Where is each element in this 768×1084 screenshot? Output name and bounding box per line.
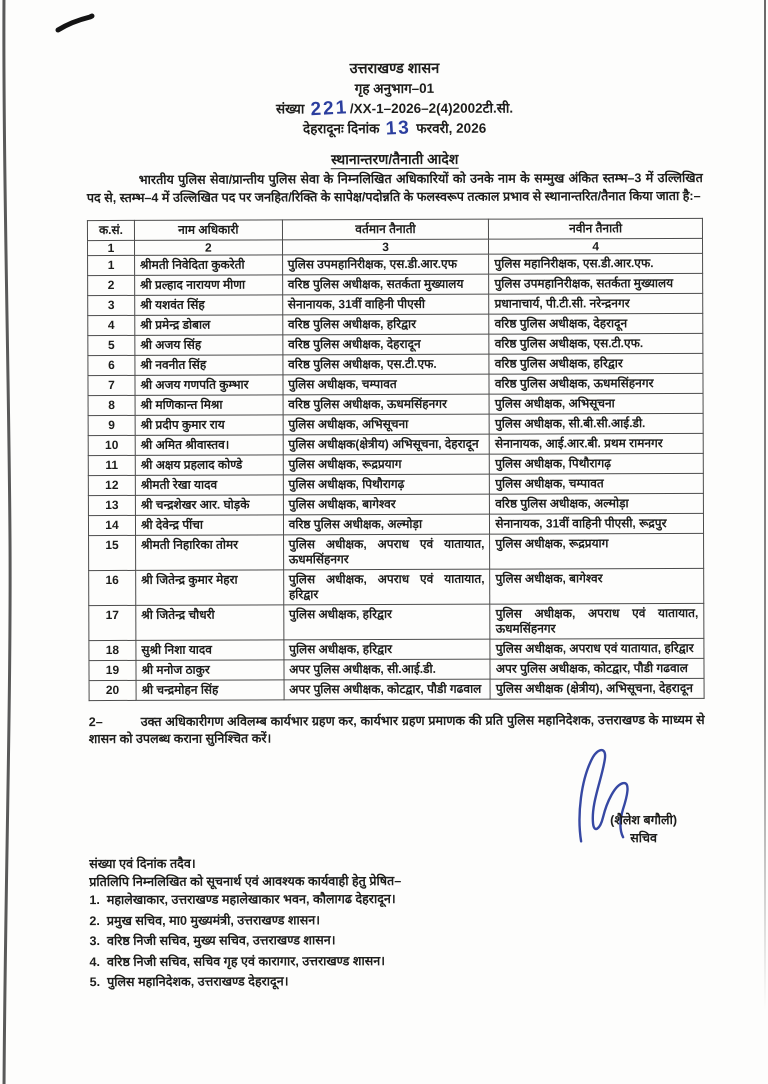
new-posting-cell: पुलिस अधीक्षक, अभिसूचना <box>489 393 703 414</box>
serial-cell: 6 <box>88 355 135 375</box>
table-row <box>89 533 704 570</box>
current-posting-cell: अपर पुलिस अधीक्षक, सी.आई.डी. <box>284 659 491 680</box>
officer-name-cell: श्री अमित श्रीवास्तव। <box>135 434 283 455</box>
list-item-text: प्रमुख सचिव, मा0 मुख्यमंत्री, उत्तराखण्ड शासन। <box>103 912 321 928</box>
current-posting-cell: सेनानायक, 31वीं वाहिनी पीएसी <box>282 294 489 315</box>
table-row <box>88 473 703 495</box>
new-posting-cell: पुलिस अधीक्षक, रूद्रप्रयाग <box>490 533 704 569</box>
new-posting-cell: प्रधानाचार्य, पी.टी.सी. नरेन्द्रनगर <box>489 293 703 314</box>
col-header-new-posting: नवीन तैनाती <box>489 218 703 239</box>
table-row <box>88 353 703 375</box>
current-posting-cell: पुलिस अधीक्षक, अपराध एवं यातायात, ऊधमसिंहनगर <box>283 534 490 570</box>
transfer-table <box>87 218 705 701</box>
officer-name-cell: श्रीमती रेखा यादव <box>135 474 283 495</box>
date-line <box>87 117 703 139</box>
pen-stroke-mark-icon <box>52 8 98 38</box>
table-row <box>89 568 704 605</box>
serial-cell: 15 <box>89 535 136 570</box>
serial-cell: 14 <box>88 515 135 535</box>
serial-cell: 19 <box>89 660 136 680</box>
new-posting-cell: पुलिस अधीक्षक, चम्पावत <box>490 473 704 494</box>
officer-name-cell: श्री मणिकान्त मिश्रा <box>135 394 283 415</box>
officer-name-cell: श्री प्रदीप कुमार राय <box>135 414 283 435</box>
current-posting-cell: वरिष्ठ पुलिस अधीक्षक, हरिद्वार <box>282 314 489 335</box>
officer-name-cell: श्री मनोज ठाकुर <box>136 659 284 680</box>
serial-cell: 2 <box>88 275 135 295</box>
new-posting-cell: वरिष्ठ पुलिस अधीक्षक, हरिद्वार <box>489 353 703 374</box>
list-item-text: वरिष्ठ निजी सचिव, सचिव गृह एवं कारागार, उत्तराखण्ड शासन। <box>103 953 386 969</box>
serial-cell: 12 <box>88 475 135 495</box>
officer-name-cell: श्री प्रल्हाद नारायण मीणा <box>135 274 283 295</box>
copy-distribution-heading: प्रतिलिपि निम्नलिखित को सूचनार्थ एवं आवश्यक कार्यवाही हेतु प्रेषित– <box>89 874 402 890</box>
new-posting-cell: पुलिस अधीक्षक, पिथौरागढ़ <box>490 453 704 474</box>
handwritten-date: 13 <box>384 117 412 140</box>
ref-number-line <box>87 97 703 119</box>
scan-left-edge-line <box>0 0 14 1084</box>
ref-number-prefix: संख्या <box>275 101 305 117</box>
officer-name-cell: श्री जितेन्द्र कुमार मेहरा <box>136 569 284 605</box>
current-posting-cell: पुलिस अधीक्षक, अपराध एवं यातायात, हरिद्वार <box>283 569 490 605</box>
handwritten-ref-number: 221 <box>309 97 349 121</box>
ref-number-suffix: /XX-1–2026–2(4)2002टी.सी. <box>349 100 514 117</box>
order-title: स्थानान्तरण/तैनाती आदेश <box>331 150 459 168</box>
table-row <box>88 273 703 295</box>
column-number: 4 <box>489 238 703 254</box>
officer-name-cell: श्री प्रमेन्द्र डोबाल <box>135 314 283 335</box>
letterhead <box>86 59 702 139</box>
signatory-designation: सचिव <box>630 831 658 846</box>
new-posting-cell: पुलिस उपमहानिरीक्षक, सतर्कता मुख्यालय <box>489 273 703 294</box>
distribution-list-item <box>89 951 705 971</box>
new-posting-cell: वरिष्ठ पुलिस अधीक्षक, एस.टी.एफ. <box>489 333 703 354</box>
new-posting-cell: वरिष्ठ पुलिस अधीक्षक, ऊधमसिंहनगर <box>489 373 703 394</box>
table-row <box>89 678 704 700</box>
table-row <box>88 333 703 355</box>
para-2-label: 2– <box>88 714 103 729</box>
new-posting-cell: सेनानायक, आई.आर.बी. प्रथम रामनगर <box>490 433 704 454</box>
serial-cell: 17 <box>89 605 136 640</box>
current-posting-cell: पुलिस अधीक्षक, रूद्रप्रयाग <box>283 454 490 475</box>
new-posting-cell: पुलिस अधीक्षक, अपराध एवं यातायात, ऊधमसिंहनगर <box>490 603 704 639</box>
current-posting-cell: पुलिस अधीक्षक, हरिद्वार <box>284 639 491 660</box>
distribution-list-item <box>89 930 705 950</box>
list-item-number: 1. <box>89 893 100 908</box>
list-item-number: 2. <box>89 913 100 928</box>
officer-name-cell: श्री देवेन्द्र पींचा <box>135 514 283 535</box>
serial-cell: 10 <box>88 435 135 455</box>
table-row <box>88 513 703 535</box>
new-posting-cell: वरिष्ठ पुलिस अधीक्षक, अल्मोड़ा <box>490 493 704 514</box>
column-number: 1 <box>87 240 134 255</box>
current-posting-cell: पुलिस अधीक्षक, पिथौरागढ़ <box>283 474 490 495</box>
officer-name-cell: श्रीमती निहारिका तोमर <box>135 534 283 570</box>
table-row <box>88 373 703 395</box>
serial-cell: 1 <box>88 255 135 275</box>
new-posting-cell: अपर पुलिस अधीक्षक, कोटद्वार, पौडी गढवाल <box>490 658 704 679</box>
section-line: गृह अनुभाग–01 <box>354 80 435 97</box>
para-2 <box>89 712 705 749</box>
current-posting-cell: वरिष्ठ पुलिस अधीक्षक, अल्मोड़ा <box>283 514 490 535</box>
column-number: 3 <box>282 239 489 255</box>
list-item-number: 3. <box>89 934 100 949</box>
current-posting-cell: वरिष्ठ पुलिस अधीक्षक, ऊधमसिंहनगर <box>283 394 490 415</box>
serial-cell: 20 <box>89 680 136 700</box>
list-item-number: 5. <box>89 975 101 990</box>
col-header-officer-name: नाम अधिकारी <box>134 219 282 240</box>
footer-number-date-line: संख्या एवं दिनांक तदैव। <box>89 856 196 872</box>
distribution-list-item <box>89 889 705 909</box>
current-posting-cell: पुलिस अधीक्षक, बागेश्वर <box>283 494 490 515</box>
list-item-text: वरिष्ठ निजी सचिव, मुख्य सचिव, उत्तराखण्ड शासन। <box>103 933 336 949</box>
current-posting-cell: पुलिस अधीक्षक(क्षेत्रीय) अभिसूचना, देहरादून <box>283 434 490 455</box>
new-posting-cell: पुलिस अधीक्षक, अपराध एवं यातायात, हरिद्वार <box>490 638 704 659</box>
serial-cell: 16 <box>89 570 136 605</box>
org-name: उत्तराखण्ड शासन <box>349 60 440 78</box>
table-row <box>88 393 703 415</box>
current-posting-cell: पुलिस उपमहानिरीक्षक, एस.डी.आर.एफ <box>282 254 489 275</box>
table-row <box>88 253 703 275</box>
table-row <box>88 433 703 455</box>
serial-cell: 8 <box>88 395 135 415</box>
scan-right-edge-line <box>764 0 766 1010</box>
serial-cell: 11 <box>88 455 135 475</box>
serial-cell: 5 <box>88 335 135 355</box>
serial-cell: 13 <box>88 495 135 515</box>
officer-name-cell: श्री जितेन्द्र चौधरी <box>136 604 284 640</box>
list-item-number: 4. <box>89 954 101 969</box>
new-posting-cell: पुलिस अधीक्षक, बागेश्वर <box>490 568 704 604</box>
col-header-current-posting: वर्तमान तैनाती <box>282 219 489 240</box>
table-row <box>88 293 703 315</box>
table-row <box>89 638 704 660</box>
date-prefix: देहरादूनः दिनांक <box>302 121 380 137</box>
current-posting-cell: अपर पुलिस अधीक्षक, कोटद्वार, पौडी गढवाल <box>284 679 491 700</box>
officer-name-cell: श्री चन्द्रशेखर आर. घोड़के <box>135 494 283 515</box>
table-header-row <box>87 218 702 240</box>
col-header-serial: क.सं. <box>87 220 134 240</box>
officer-name-cell: सुश्री निशा यादव <box>136 639 284 660</box>
current-posting-cell: पुलिस अधीक्षक, अभिसूचना <box>283 414 490 435</box>
table-row <box>88 453 703 475</box>
footer <box>89 853 705 991</box>
new-posting-cell: वरिष्ठ पुलिस अधीक्षक, देहरादून <box>489 313 703 334</box>
signatory-name: (शैलेश बगौली) <box>610 813 678 828</box>
serial-cell: 4 <box>88 315 135 335</box>
table-row <box>88 413 703 435</box>
current-posting-cell: वरिष्ठ पुलिस अधीक्षक, देहरादून <box>283 334 490 355</box>
table-row <box>88 313 703 335</box>
column-number: 2 <box>134 239 282 255</box>
new-posting-cell: सेनानायक, 31वीं वाहिनी पीएसी, रूद्रपुर <box>490 513 704 534</box>
officer-name-cell: श्री अजय सिंह <box>135 334 283 355</box>
current-posting-cell: पुलिस अधीक्षक, चम्पावत <box>283 374 490 395</box>
officer-name-cell: श्री अक्षय प्रहलाद कोण्डे <box>135 454 283 475</box>
intro-paragraph: भारतीय पुलिस सेवा/प्रान्तीय पुलिस सेवा के निम्नलिखित अधिकारियों को उनके नाम के सम्मुख अंकित स्तम्भ–3 में उल्लिखित पद से, स्तम्भ–4 में उल्लिखित पद पर जनहित/रिक्ति के सापेक्ष/पदोन्नति के फलस्वरूप तत्काल प्रभाव से स्थानान्तरित/तैनात किया जाता है:– <box>86 170 703 205</box>
new-posting-cell: पुलिस अधीक्षक (क्षेत्रीय), अभिसूचना, देहरादून <box>490 678 704 699</box>
serial-cell: 9 <box>88 415 135 435</box>
date-suffix: फरवरी, 2026 <box>416 120 487 136</box>
current-posting-cell: पुलिस अधीक्षक, हरिद्वार <box>283 604 490 640</box>
table-row <box>89 658 704 680</box>
serial-cell: 3 <box>88 295 135 315</box>
table-row <box>89 603 704 640</box>
para-2-text: उक्त अधिकारीगण अविलम्ब कार्यभार ग्रहण कर, कार्यभार ग्रहण प्रमाणक की प्रति पुलिस महानिदेशक, उत्तराखण्ड के माध्यम से शासन को उपलब्ध कराना सुनिश्चित करें। <box>88 712 705 747</box>
current-posting-cell: वरिष्ठ पुलिस अधीक्षक, सतर्कता मुख्यालय <box>282 274 489 295</box>
list-item-text: पुलिस महानिदेशक, उत्तराखण्ड देहरादून। <box>103 974 289 990</box>
officer-name-cell: श्री यशवंत सिंह <box>135 294 283 315</box>
signature-block <box>89 759 705 847</box>
current-posting-cell: वरिष्ठ पुलिस अधीक्षक, एस.टी.एफ. <box>283 354 490 375</box>
officer-name-cell: श्री चन्द्रमोहन सिंह <box>136 679 284 700</box>
serial-cell: 18 <box>89 640 136 660</box>
officer-name-cell: श्री अजय गणपति कुम्भार <box>135 374 283 395</box>
new-posting-cell: पुलिस अधीक्षक, सी.बी.सी.आई.डी. <box>489 413 703 434</box>
serial-cell: 7 <box>88 375 135 395</box>
distribution-list <box>89 889 705 991</box>
table-row <box>88 493 703 515</box>
list-item-text: महालेखाकार, उत्तराखण्ड महालेखाकार भवन, कौलागढ देहरादून। <box>103 892 396 908</box>
officer-name-cell: श्री नवनीत सिंह <box>135 354 283 375</box>
officer-name-cell: श्रीमती निवेदिता कुकरेती <box>135 254 283 275</box>
distribution-list-item <box>90 971 706 991</box>
new-posting-cell: पुलिस महानिरीक्षक, एस.डी.आर.एफ. <box>489 253 703 274</box>
distribution-list-item <box>89 910 705 930</box>
